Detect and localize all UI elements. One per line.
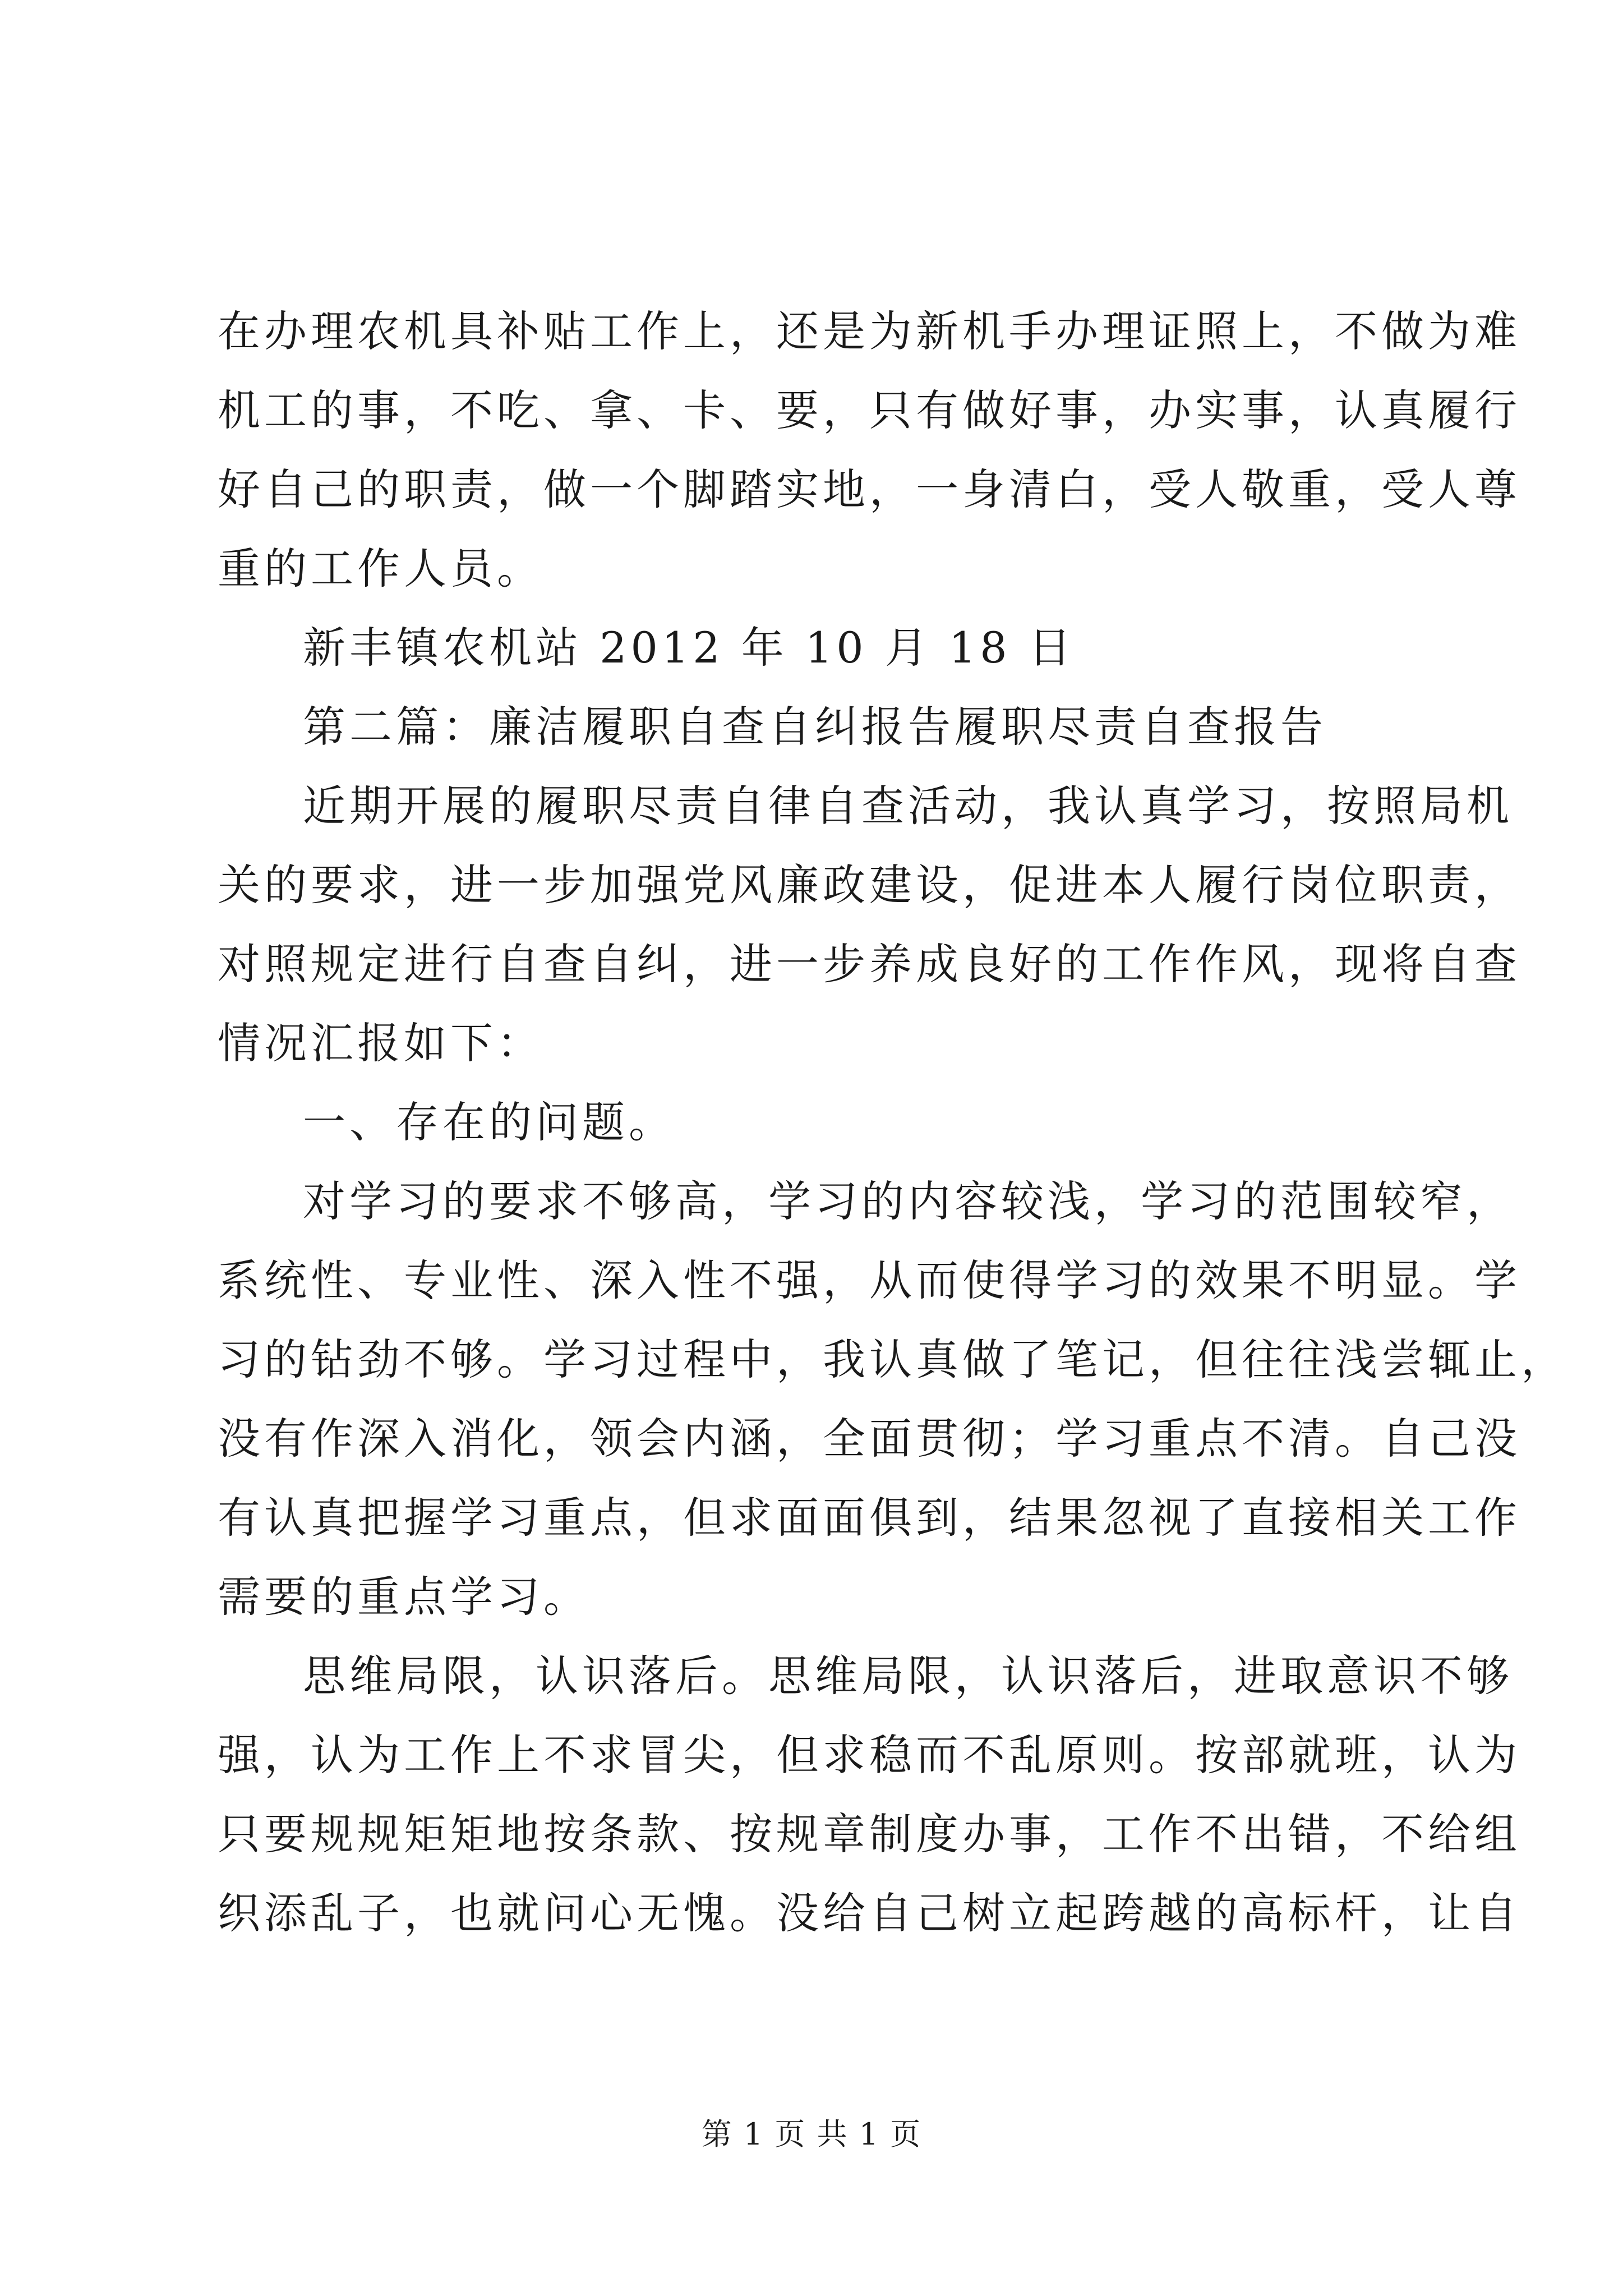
section-heading: 第二篇：廉洁履职自查自纠报告履职尽责自查报告 — [303, 702, 1327, 752]
text-line: 关的要求，进一步加强党风廉政建设，促进本人履行岗位职责， — [218, 860, 1521, 910]
text-line: 思维局限，认识落后。思维局限，认识落后，进取意识不够 — [303, 1651, 1513, 1701]
text-line: 没有作深入消化，领会内涵，全面贯彻；学习重点不清。自己没 — [218, 1414, 1521, 1464]
text-line: 在办理农机具补贴工作上，还是为新机手办理证照上，不做为难 — [218, 306, 1521, 356]
text-line: 好自己的职责，做一个脚踏实地，一身清白，受人敬重，受人尊 — [218, 464, 1521, 514]
text-line: 情况汇报如下： — [218, 1018, 543, 1068]
subsection-heading: 一、存在的问题。 — [303, 1097, 675, 1147]
text-line: 习的钻劲不够。学习过程中，我认真做了笔记，但往往浅尝辄止， — [218, 1335, 1567, 1384]
text-line: 需要的重点学习。 — [218, 1572, 590, 1622]
document-body — [218, 292, 1567, 1953]
page-number-label: 第 1 页 共 1 页 — [701, 2116, 922, 2152]
text-line: 系统性、专业性、深入性不强，从而使得学习的效果不明显。学 — [218, 1255, 1521, 1305]
text-line: 只要规规矩矩地按条款、按规章制度办事，工作不出错，不给组 — [218, 1809, 1521, 1859]
text-line: 机工的事，不吃、拿、卡、要，只有做好事，办实事，认真履行 — [218, 385, 1521, 435]
text-line: 有认真把握学习重点，但求面面俱到，结果忽视了直接相关工作 — [218, 1493, 1521, 1543]
text-line: 对学习的要求不够高，学习的内容较浅，学习的范围较窄， — [303, 1176, 1513, 1226]
text-line: 重的工作人员。 — [218, 544, 543, 593]
text-line: 近期开展的履职尽责自律自查活动，我认真学习，按照局机 — [303, 781, 1513, 831]
text-line: 强，认为工作上不求冒尖，但求稳而不乱原则。按部就班，认为 — [218, 1730, 1521, 1780]
signature-line: 新丰镇农机站 2012 年 10 月 18 日 — [303, 623, 1075, 673]
page-footer — [0, 2115, 1623, 2154]
text-line: 织添乱子，也就问心无愧。没给自己树立起跨越的高标杆，让自 — [218, 1888, 1521, 1938]
text-line: 对照规定进行自查自纠，进一步养成良好的工作作风，现将自查 — [218, 939, 1521, 989]
